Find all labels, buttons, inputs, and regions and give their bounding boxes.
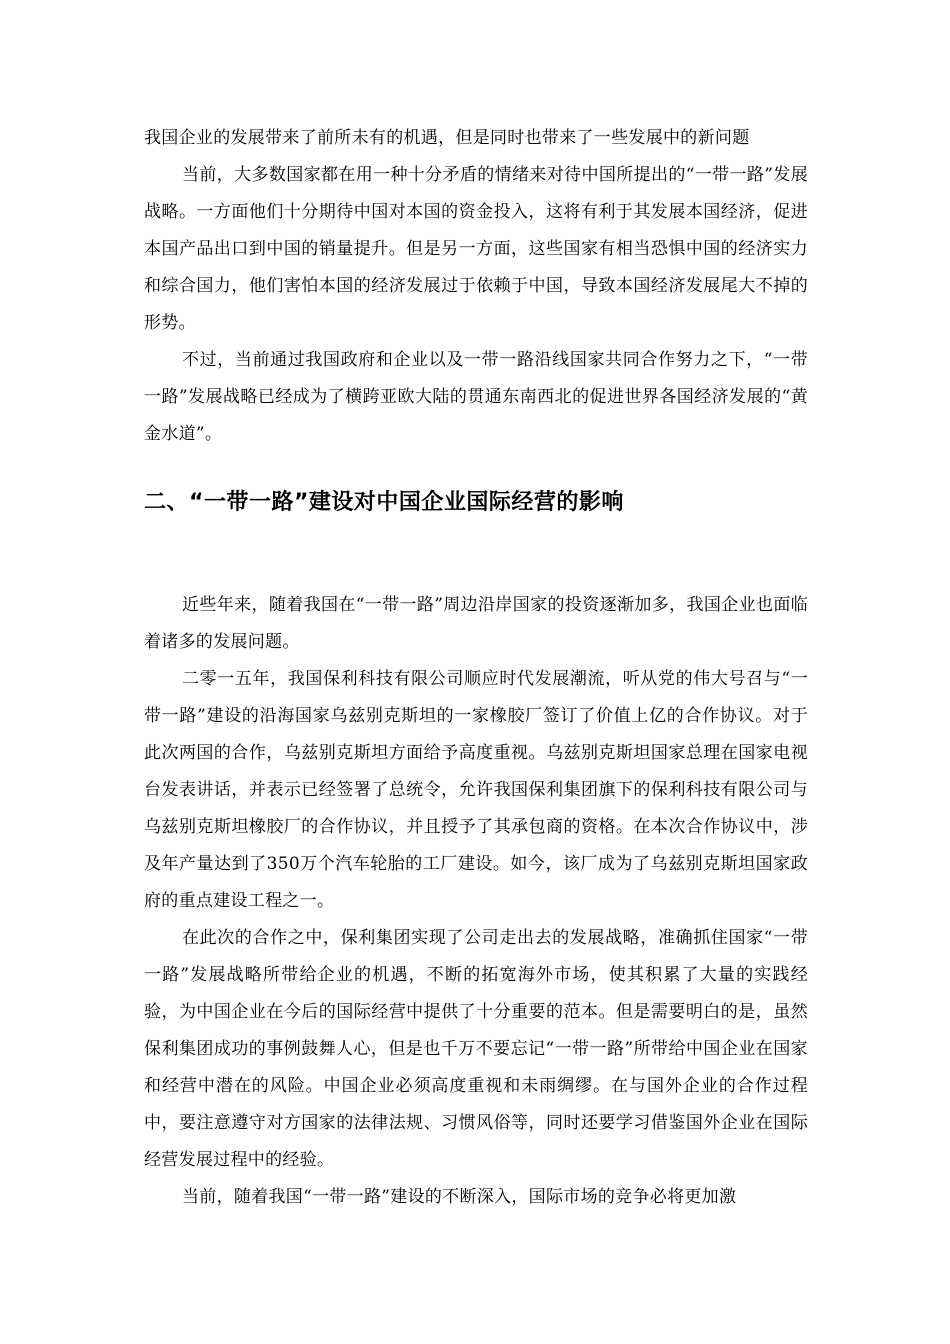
section-heading: 二、“一带一路”建设对中国企业国际经营的影响 bbox=[144, 490, 624, 515]
paragraph-poly-technologies: 二零一五年，我国保利科技有限公司顺应时代发展潮流，听从党的伟大号召与“一带一路”建设的沿海国家乌兹别克斯坦的一家橡胶厂签订了价值上亿的合作协议。对于此次两国的合作，乌兹别克斯坦方面给予高度重视。乌兹别克斯坦国家总理在国家电视台发表讲话，并表示已经签署了总统令，允许我国保利集团旗下的保利科技有限公司与乌兹别克斯坦橡胶厂的合作协议，并且授予了其承包商的资格。在本次合作协议中，涉及年产量达到了350万个汽车轮胎的工厂建设。如今，该厂成为了乌兹别克斯坦国家政府的重点建设工程之一。 bbox=[144, 669, 808, 911]
paragraph-golden-waterway: 不过，当前通过我国政府和企业以及一带一路沿线国家共同合作努力之下，“一带一路”发展战略已经成为了横跨亚欧大陆的贯通东南西北的促进世界各国经济发展的“黄金水道”。 bbox=[144, 350, 808, 444]
paragraph-recent-years: 近些年来，随着我国在“一带一路”周边沿岸国家的投资逐渐加多，我国企业也面临着诸多的发展问题。 bbox=[144, 595, 808, 652]
paragraph-continuation: 我国企业的发展带来了前所未有的机遇，但是同时也带来了一些发展中的新问题 bbox=[144, 128, 750, 148]
paragraph-cooperation-lessons: 在此次的合作之中，保利集团实现了公司走出去的发展战略，准确抓住国家“一带一路”发展战略所带给企业的机遇，不断的拓宽海外市场，使其积累了大量的实践经验，为中国企业在今后的国际经营中提供了十分重要的范本。但是需要明白的是，虽然保利集团成功的事例鼓舞人心，但是也千万不要忘记“一带一路”所带给中国企业在国家和经营中潜在的风险。中国企业必须高度重视和未雨绸缪。在与国外企业的合作过程中，要注意遵守对方国家的法律法规、习惯风俗等，同时还要学习借鉴国外企业在国际经营发展过程中的经验。 bbox=[144, 928, 808, 1170]
paragraph-ambivalence: 当前，大多数国家都在用一种十分矛盾的情绪来对待中国所提出的“一带一路”发展战略。一方面他们十分期待中国对本国的资金投入，这将有利于其发展本国经济，促进本国产品出口到中国的销量提升。但是另一方面，这些国家有相当恐惧中国的经济实力和综合国力，他们害怕本国的经济发展过于依赖于中国，导致本国经济发展尾大不掉的形势。 bbox=[144, 165, 808, 333]
paragraph-competition: 当前，随着我国“一带一路”建设的不断深入，国际市场的竞争必将更加激 bbox=[182, 1187, 737, 1207]
